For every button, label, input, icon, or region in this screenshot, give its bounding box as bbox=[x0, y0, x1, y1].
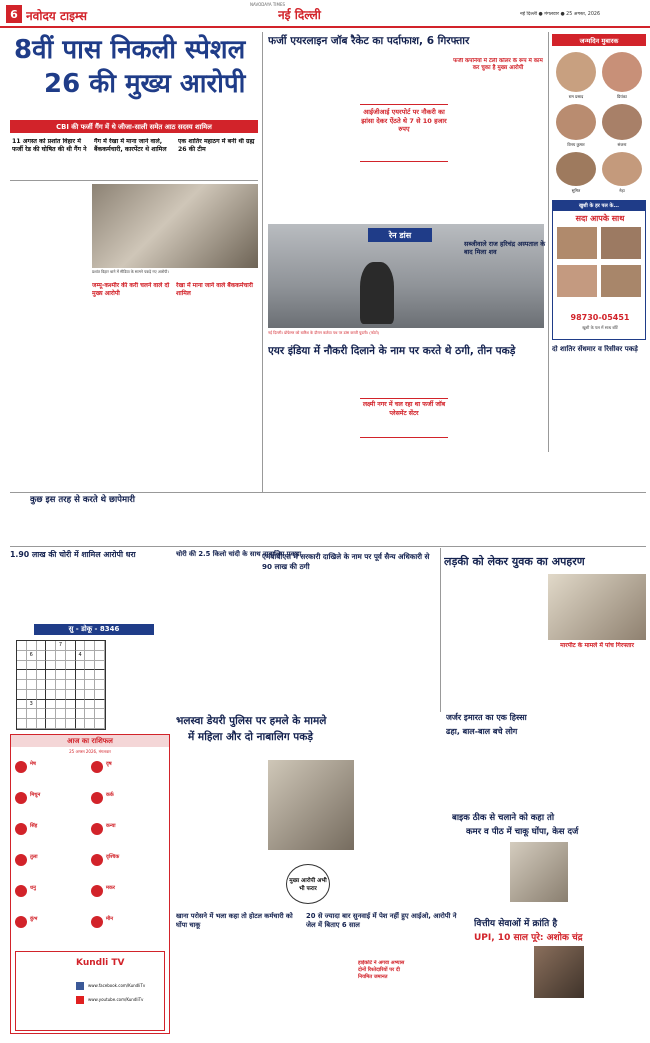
upi-body-1 bbox=[474, 946, 530, 1032]
sudoku-cell bbox=[76, 719, 86, 729]
birthday-name: नेहा bbox=[619, 188, 625, 193]
masthead-city: नई दिल्ली bbox=[278, 8, 321, 22]
lead-photo-caption: प्रशांत विहार थाने में मीडिया के सामने पकड़े गए आरोपी। bbox=[92, 269, 169, 274]
rashifal-list bbox=[15, 759, 165, 949]
rashifal-sign-name: सिंह bbox=[30, 823, 38, 829]
sudoku-cell bbox=[95, 670, 105, 680]
sudoku-cell bbox=[37, 641, 47, 651]
rashifal-sign-name: मीन bbox=[106, 916, 114, 922]
jarjar-line-1: जर्जर इमारत का एक हिस्सा bbox=[446, 713, 527, 722]
zodiac-icon bbox=[91, 885, 103, 897]
rashifal-sign bbox=[15, 759, 87, 787]
sudoku-cell bbox=[27, 719, 37, 729]
birthday-photo bbox=[556, 104, 596, 140]
sudoku-cell bbox=[66, 700, 76, 710]
sudoku-cell bbox=[17, 719, 27, 729]
sudoku-cell bbox=[85, 670, 95, 680]
ad-title: सदा आपके साथ bbox=[575, 214, 625, 223]
zodiac-icon bbox=[15, 885, 27, 897]
mayapuri-headline: कुछ इस तरह से करते थे छापेमारी bbox=[30, 495, 135, 505]
lead-photo bbox=[92, 184, 258, 268]
upi-photo bbox=[534, 946, 584, 998]
sudoku-cell bbox=[95, 700, 105, 710]
sudoku-cell bbox=[46, 719, 56, 729]
lead-headline-2: 26 की मुख्य आरोपी bbox=[44, 69, 246, 99]
ad-photo bbox=[601, 265, 641, 297]
sudoku-cell bbox=[46, 709, 56, 719]
rashifal-sign bbox=[91, 790, 163, 818]
rashifal-sign-name: कुंभ bbox=[30, 916, 38, 922]
bhalswa-body-2 bbox=[358, 748, 442, 908]
airline-body-1 bbox=[268, 54, 356, 222]
sudoku-cell bbox=[95, 680, 105, 690]
rashifal-sign-name: कन्या bbox=[106, 823, 116, 829]
ad-phone[interactable]: 98730-05451 bbox=[570, 313, 630, 322]
riseaver-body bbox=[552, 374, 646, 490]
rashifal-sign-name: मिथुन bbox=[30, 792, 41, 798]
kundli-fb-icon bbox=[76, 982, 84, 990]
birthday-name: प्रियंका bbox=[617, 94, 627, 99]
birthday-grid bbox=[552, 48, 646, 198]
sudoku-cell bbox=[37, 661, 47, 671]
sudoku-cell bbox=[66, 719, 76, 729]
birthday-photo bbox=[602, 152, 642, 186]
birthday-photo bbox=[556, 52, 596, 92]
kidnap-headline: लड़की को लेकर युवक का अपहरण bbox=[444, 555, 585, 568]
rashifal-sign-name: धनु bbox=[30, 885, 36, 891]
airline-headline: फर्जी एयरलाइन जॉब रैकेट का पर्दाफाश, 6 गिरफ्तार bbox=[268, 35, 470, 47]
birthday-name: संजना bbox=[617, 142, 627, 147]
lead-sub-1: 11 अगस्त को प्रशांत विहार में फर्जी रेड की घोषित की थी गैंग ने bbox=[12, 138, 87, 153]
airindia-body-1 bbox=[268, 364, 356, 490]
sudoku-cell bbox=[27, 680, 37, 690]
upi-body-2 bbox=[588, 946, 646, 1032]
stock-headline: सब्जीवाले राज हरिचंद्र अस्पताल के बाद मिला शव bbox=[464, 240, 546, 256]
riseaver-headline: दो शातिर सेंधमार व रिसीवर पकड़े bbox=[552, 345, 638, 353]
airline-body-2 bbox=[360, 54, 448, 100]
birthday-photo bbox=[602, 52, 642, 92]
lead-body-col-2 bbox=[92, 314, 172, 488]
sudoku-cell bbox=[27, 690, 37, 700]
sudoku-cell bbox=[76, 700, 86, 710]
theft-headline: 1.90 लाख की चोरी में शामिल आरोपी धरा bbox=[10, 550, 136, 559]
sudoku-cell bbox=[37, 700, 47, 710]
jarjar-line-2: ढहा, बाल-बाल बचे लोग bbox=[446, 727, 518, 736]
sudoku-cell bbox=[76, 670, 86, 680]
birthday-name: विनय कुमार bbox=[567, 142, 585, 147]
sudoku-cell bbox=[56, 719, 66, 729]
dancer-figure bbox=[360, 262, 394, 324]
lead-red-strap: CBI की फर्जी गैंग में थे जीजा-साली समेत आठ सदस्य शामिल bbox=[10, 120, 258, 133]
sudoku-cell bbox=[66, 641, 76, 651]
birthday-photo bbox=[602, 104, 642, 140]
kundli-fb[interactable]: www.facebook.com/KundliTv bbox=[88, 983, 146, 988]
rashifal-sign bbox=[15, 883, 87, 911]
sudoku-cell bbox=[27, 641, 37, 651]
rashifal-sign bbox=[91, 914, 163, 942]
side-box: फर्जी कंपनियों में टेली कॉलर के रूप में काम कर चुका है मुख्य आरोपी bbox=[453, 58, 543, 71]
zodiac-icon bbox=[15, 792, 27, 804]
sudoku-cell bbox=[76, 661, 86, 671]
sudoku-cell bbox=[56, 680, 66, 690]
ad-box bbox=[552, 200, 646, 340]
sudoku-cell bbox=[17, 700, 27, 710]
lead-sub-3: एक शातिर महाठग में बनी थी ग्रह्म 26 की टीम bbox=[178, 138, 255, 153]
bhalswa-badge: मुख्य आरोपी अभी भी फरार bbox=[286, 864, 330, 904]
page-number: 6 bbox=[6, 5, 22, 23]
sudoku-cell bbox=[37, 670, 47, 680]
sudoku-cell bbox=[76, 641, 86, 651]
bike-headline-2: कमर व पीठ में चाकू घोंपा, केस दर्ज bbox=[466, 827, 579, 837]
sudoku-title: सु - डोकू - 8346 bbox=[34, 624, 154, 635]
sudoku-cell bbox=[46, 680, 56, 690]
sudoku-cell bbox=[85, 641, 95, 651]
sudoku-cell bbox=[46, 651, 56, 661]
rashifal-sign-name: वृश्चिक bbox=[106, 854, 120, 860]
sudoku-cell bbox=[56, 700, 66, 710]
ad-photo bbox=[557, 227, 597, 259]
sudoku-cell bbox=[37, 690, 47, 700]
sudoku-cell bbox=[85, 680, 95, 690]
rape-body-2 bbox=[412, 936, 470, 1032]
rashifal-sign bbox=[15, 790, 87, 818]
sudoku-cell bbox=[95, 690, 105, 700]
zodiac-icon bbox=[15, 854, 27, 866]
rashifal-sign bbox=[15, 821, 87, 849]
rain-dance-label: रेन डांस bbox=[368, 228, 432, 242]
lead-box-2: रेखा में माना जाने वाले बैंककर्मचारी शामिल bbox=[176, 282, 253, 297]
kidnap-body bbox=[444, 574, 544, 710]
zodiac-icon bbox=[91, 823, 103, 835]
zodiac-icon bbox=[15, 823, 27, 835]
masthead bbox=[0, 0, 650, 28]
sudoku-cell bbox=[85, 661, 95, 671]
rashifal-box bbox=[10, 734, 170, 1034]
sudoku-cell bbox=[85, 709, 95, 719]
upi-headline-2: UPI, 10 साल पूरे: अशोक चंद्र bbox=[474, 933, 583, 942]
birthday-name: राम प्रसाद bbox=[568, 94, 584, 99]
sudoku-cell bbox=[17, 690, 27, 700]
rashifal-sign-name: मकर bbox=[106, 885, 115, 891]
bike-photo bbox=[510, 842, 568, 902]
sudoku-cell bbox=[46, 670, 56, 680]
zodiac-icon bbox=[91, 792, 103, 804]
rashifal-sign-name: वृष bbox=[106, 761, 112, 767]
sudoku-cell bbox=[56, 670, 66, 680]
sudoku-cell bbox=[66, 661, 76, 671]
zodiac-icon bbox=[15, 916, 27, 928]
sudoku-grid bbox=[16, 640, 106, 730]
rashifal-date: 25 अगस्त 2026, मंगलवार bbox=[69, 749, 111, 754]
sudoku-solution bbox=[110, 640, 170, 730]
sudoku-cell: 4 bbox=[76, 651, 86, 661]
sudoku-cell bbox=[17, 680, 27, 690]
zodiac-icon bbox=[91, 761, 103, 773]
lead-headline-1: 8वीं पास निकली स्पेशल bbox=[14, 35, 246, 65]
zodiac-icon bbox=[91, 916, 103, 928]
silver-headline: चोरी की 2.5 किलो चांदी के साथ नाबालिग पकड़ा bbox=[176, 550, 302, 558]
rashifal-sign bbox=[15, 914, 87, 942]
sudoku-cell bbox=[66, 690, 76, 700]
rashifal-sign bbox=[91, 883, 163, 911]
sudoku-cell bbox=[17, 651, 27, 661]
sudoku-cell bbox=[46, 690, 56, 700]
sudoku-cell bbox=[37, 719, 47, 729]
hotel-body bbox=[176, 936, 302, 1032]
sudoku-cell bbox=[66, 709, 76, 719]
airindia-quote: लक्ष्मी नगर में चल रहा था फर्जी जॉब प्लेसमेंट सेंटर bbox=[360, 398, 448, 438]
sudoku-cell bbox=[95, 661, 105, 671]
sudoku-cell bbox=[76, 690, 86, 700]
masthead-small: NAVODAYA TIMES bbox=[250, 2, 286, 7]
silver-body bbox=[176, 574, 260, 710]
sudoku-cell bbox=[46, 700, 56, 710]
bike-body-1 bbox=[446, 842, 506, 910]
sudoku-cell bbox=[17, 661, 27, 671]
sudoku-cell bbox=[76, 680, 86, 690]
airline-pullquote: आईजीआई एयरपोर्ट पर नौकरी का झांसा देकर ऐंठते थे 7 से 10 हजार रुपए bbox=[360, 104, 448, 162]
lead-body-col-3 bbox=[176, 314, 258, 488]
airindia-body-2 bbox=[452, 364, 544, 490]
bhalswa-headline-1: भलस्वा डेयरी पुलिस पर हमले के मामले bbox=[176, 715, 327, 727]
sudoku-cell bbox=[85, 690, 95, 700]
sudoku-cell bbox=[37, 651, 47, 661]
sudoku-cell bbox=[37, 680, 47, 690]
rashifal-sign bbox=[91, 821, 163, 849]
bhalswa-body-1 bbox=[176, 748, 264, 908]
sudoku-cell bbox=[85, 719, 95, 729]
sudoku-cell: 7 bbox=[56, 641, 66, 651]
airindia-headline: एयर इंडिया में नौकरी दिलाने के नाम पर करते थे ठगी, तीन पकड़े bbox=[268, 345, 516, 357]
rashifal-sign-name: मेष bbox=[30, 761, 36, 767]
lead-sub-2: गैंग में रेखा में माना जाने वाले, बैंककर्मचारी, कारपेंटर थे शामिल bbox=[94, 138, 167, 153]
kidnap-caption: मारपीट के मामले में पांच गिरफ्तार bbox=[560, 642, 634, 649]
bhalswa-photo bbox=[268, 760, 354, 850]
sudoku-cell bbox=[17, 670, 27, 680]
sudoku-cell bbox=[46, 641, 56, 651]
theft-body bbox=[10, 564, 170, 622]
sudoku-cell bbox=[66, 680, 76, 690]
sudoku-cell bbox=[95, 651, 105, 661]
kidnap-illustration bbox=[548, 574, 646, 640]
sudoku-cell: 3 bbox=[27, 700, 37, 710]
sudoku-cell bbox=[46, 661, 56, 671]
sudoku-cell bbox=[85, 700, 95, 710]
sudoku-cell bbox=[66, 670, 76, 680]
bike-body-2 bbox=[572, 842, 646, 910]
lead-box-1: जम्मू-कश्मीर की करी चलने वाले दो मुख्य आरोपी bbox=[92, 282, 170, 297]
mayapuri-body bbox=[10, 508, 260, 544]
rashifal-sign-name: कर्क bbox=[106, 792, 114, 798]
mcd-headline: एमबीबीएस में सरकारी दाखिले के नाम पर पूर्व सैन्य अधिकारी से 90 लाख की ठगी bbox=[262, 552, 430, 571]
sudoku-cell bbox=[95, 641, 105, 651]
sudoku-cell bbox=[56, 661, 66, 671]
birthday-photo bbox=[556, 152, 596, 186]
bike-headline-1: बाइक ठीक से चलाने को कहा तो bbox=[452, 813, 555, 823]
zodiac-icon bbox=[15, 761, 27, 773]
rashifal-sign-name: तुला bbox=[30, 854, 38, 860]
sudoku-cell bbox=[17, 709, 27, 719]
sudoku-cell bbox=[56, 651, 66, 661]
masthead-logo: नवोदय टाइम्स bbox=[26, 9, 88, 23]
sudoku-cell bbox=[27, 661, 37, 671]
upi-headline-1: वित्तीय सेवाओं में क्रांति है bbox=[474, 919, 558, 928]
rape-headline: 20 से ज्यादा बार सुनवाई में पेश नहीं हुए आईओ, आरोपी ने जेल में बिताए 6 साल bbox=[306, 912, 457, 929]
kundli-logo: Kundli TV bbox=[76, 958, 125, 968]
lead-body-col-1 bbox=[10, 184, 88, 484]
ad-tag: खुशी के हर पल के... bbox=[553, 201, 645, 211]
mcd-body bbox=[262, 580, 438, 708]
sudoku-cell bbox=[37, 709, 47, 719]
bhalswa-headline-2: में महिला और दो नाबालिग पकड़े bbox=[188, 731, 313, 743]
birthday-title: जन्मदिन मुबारक bbox=[552, 34, 646, 46]
ad-photo bbox=[557, 265, 597, 297]
rape-body-1 bbox=[306, 936, 356, 1032]
sudoku-cell bbox=[76, 709, 86, 719]
birthday-name: सुमित bbox=[571, 188, 581, 193]
kundli-yt-icon bbox=[76, 996, 84, 1004]
dateline: नई दिल्ली ● मंगलवार ● 25 अगस्त, 2026 bbox=[520, 12, 601, 17]
sudoku-cell bbox=[27, 670, 37, 680]
sudoku-cell bbox=[56, 690, 66, 700]
rain-dance-caption: नई दिल्ली। प्रोफेसर को बारिश के दौरान कर्तव्य पथ पर डांस करती युवती। (फोटो) bbox=[268, 330, 380, 335]
rashifal-sign bbox=[91, 759, 163, 787]
rashifal-sign bbox=[91, 852, 163, 880]
sudoku-cell bbox=[27, 709, 37, 719]
ad-photo bbox=[601, 227, 641, 259]
sudoku-cell: 6 bbox=[27, 651, 37, 661]
sudoku-cell bbox=[56, 709, 66, 719]
zodiac-icon bbox=[91, 854, 103, 866]
rashifal-title: आज का राशिफल bbox=[11, 735, 169, 747]
sudoku-cell bbox=[17, 641, 27, 651]
jarjar-body bbox=[446, 742, 566, 810]
sudoku-cell bbox=[95, 719, 105, 729]
sudoku-cell bbox=[85, 651, 95, 661]
ad-note: खुशी के पल में साथ बाँटें bbox=[582, 325, 618, 330]
kundli-yt[interactable]: www.youtube.com/KundliTv bbox=[88, 997, 144, 1002]
hotel-headline: खाना परोसने में भला कहा तो होटल कर्मचारी को घोंपा चाकू bbox=[176, 912, 293, 929]
rape-quote: हाईकोर्ट ने अगवा अभ्यास दोनों रिश्तेदारियों पर दी नियमित जमानत bbox=[358, 960, 405, 980]
kundli-box bbox=[15, 951, 165, 1031]
sudoku-cell bbox=[95, 709, 105, 719]
sudoku-cell bbox=[66, 651, 76, 661]
rashifal-sign bbox=[15, 852, 87, 880]
